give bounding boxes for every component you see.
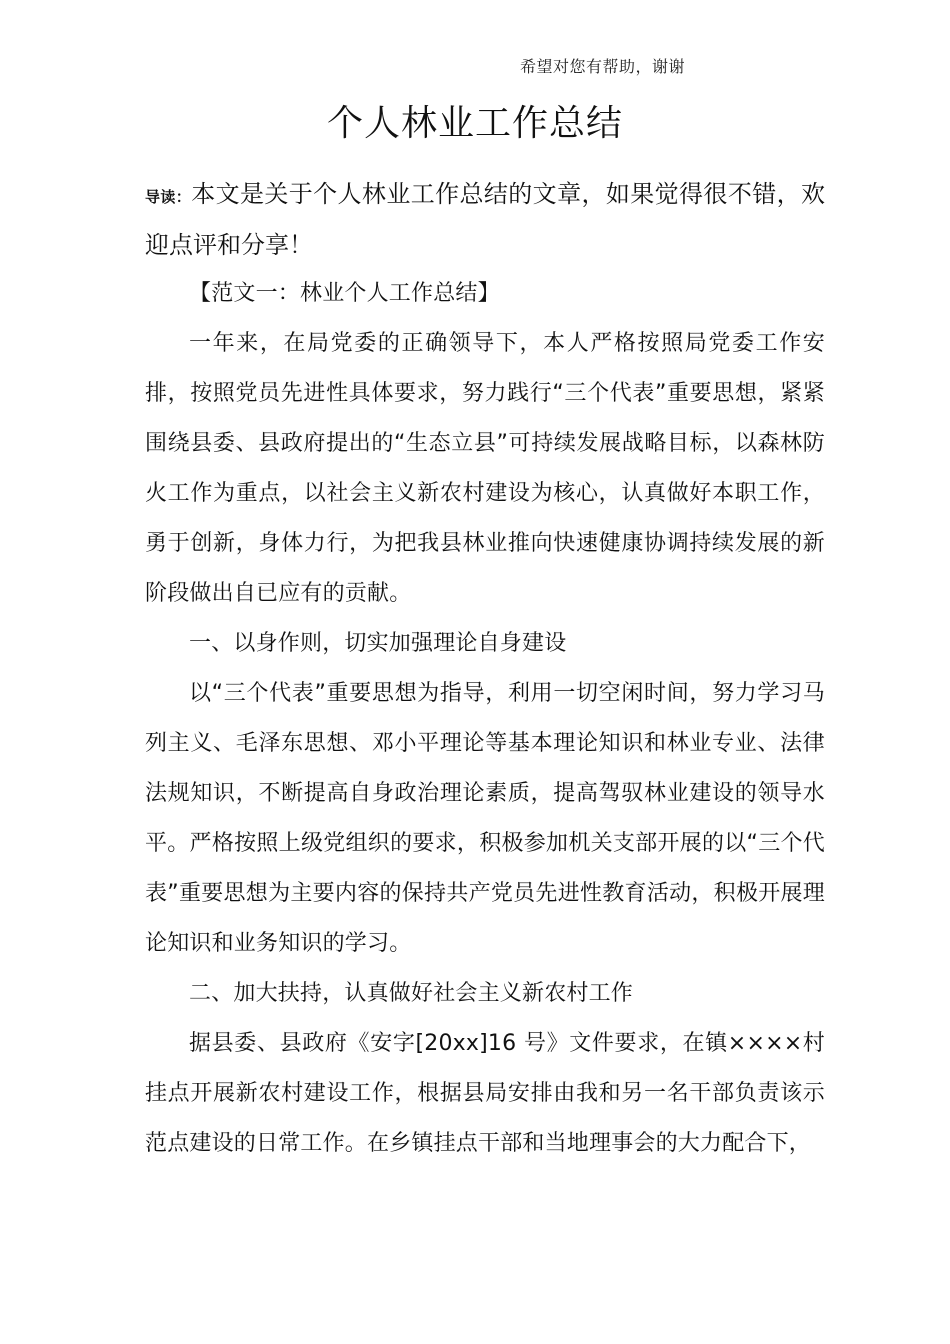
section-heading-2: 二、加大扶持，认真做好社会主义新农村工作 — [189, 981, 634, 1006]
intro-paragraph — [145, 170, 825, 269]
intro-text: 本文是关于个人林业工作总结的文章，如果觉得很不错，欢迎点评和分享！ — [145, 180, 825, 259]
intro-label: 导读： — [145, 188, 192, 206]
body-paragraph-opening: 一年来，在局党委的正确领导下，本人严格按照局党委工作安排，按照党员先进性具体要求，努力践行“三个代表”重要思想，紧紧围绕县委、县政府提出的“生态立县”可持续发展战略目标，以森林防火工作为重点，以社会主义新农村建设为核心，认真做好本职工作，勇于创新，身体力行，为把我县林业推向快速健康协调持续发展的新阶段做出自已应有的贡献。 — [145, 331, 825, 606]
section-heading-1: 一、以身作则，切实加强理论自身建设 — [189, 631, 567, 656]
document-title: 个人林业工作总结 — [326, 103, 623, 144]
sample-heading: 【范文一：林业个人工作总结】 — [189, 281, 500, 306]
body-paragraph-village: 据县委、县政府《安字[20xx]16 号》文件要求，在镇××××村挂点开展新农村建设工作，根据县局安排由我和另一名干部负责该示范点建设的日常工作。在乡镇挂点干部和当地理事会的大力配合下， — [145, 1031, 825, 1156]
body-paragraph-theory: 以“三个代表”重要思想为指导，利用一切空闲时间，努力学习马列主义、毛泽东思想、邓小平理论等基本理论知识和林业专业、法律法规知识，不断提高自身政治理论素质，提高驾驭林业建设的领导水平。严格按照上级党组织的要求，积极参加机关支部开展的以“三个代表”重要思想为主要内容的保持共产党员先进性教育活动，积极开展理论知识和业务知识的学习。 — [145, 681, 825, 956]
document-body — [145, 170, 825, 1169]
header-note: 希望对您有帮助，谢谢 — [520, 57, 686, 76]
